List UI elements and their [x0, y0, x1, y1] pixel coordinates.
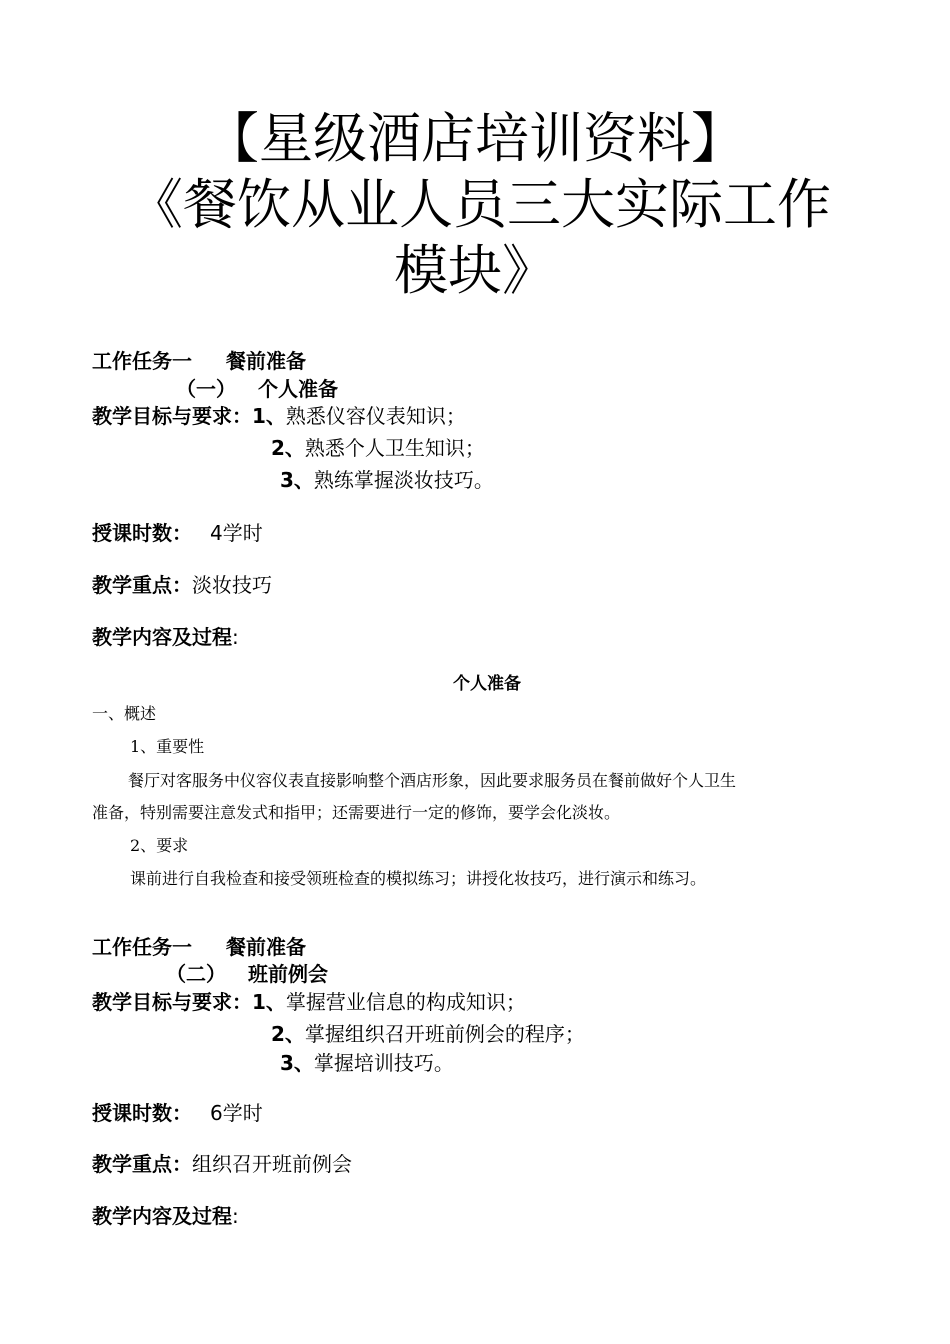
goals-label: 教学目标与要求：: [92, 404, 252, 428]
goal-number: 1、: [252, 404, 286, 428]
goals-row-2: [92, 989, 526, 1015]
subtask-heading-1: [176, 376, 338, 402]
paragraph-1-line-1: 餐厅对客服务中仪容仪表直接影响整个酒店形象，因此要求服务员在餐前做好个人卫生: [128, 771, 737, 790]
goal-number: 3、: [280, 468, 314, 492]
goal-number: 2、: [271, 436, 305, 460]
hours-value: 4学时: [210, 521, 263, 545]
goal-3-row: [280, 467, 494, 493]
goal-text: 掌握营业信息的构成知识；: [285, 990, 526, 1014]
goal-number: 3、: [280, 1051, 314, 1075]
task-name: 餐前准备: [226, 349, 306, 373]
task-label: 工作任务一: [92, 935, 192, 959]
hours-row-1: [92, 520, 263, 546]
content-colon: :: [232, 1204, 239, 1228]
focus-value: 组织召开班前例会: [192, 1152, 352, 1176]
content-label: 教学内容及过程: [92, 1204, 232, 1228]
task-heading-2: [92, 934, 306, 960]
focus-row-1: [92, 572, 272, 598]
subtask-number: （一）: [176, 377, 236, 401]
hours-value: 6学时: [210, 1101, 263, 1125]
task-label: 工作任务一: [92, 349, 192, 373]
focus-value: 淡妆技巧: [192, 573, 272, 597]
content-colon: :: [232, 625, 239, 649]
item-2-heading: 2、要求: [130, 836, 189, 855]
paragraph-2: 课前进行自我检查和接受领班检查的模拟练习；讲授化妆技巧，进行演示和练习。: [130, 869, 707, 888]
task-heading-1: [92, 348, 306, 374]
outline-heading: 一、概述: [92, 704, 157, 723]
document-title-line-2: 《餐饮从业人员三大实际工作: [129, 173, 831, 236]
goal-2-row: [271, 435, 485, 461]
goals-row-1: [92, 403, 466, 429]
focus-label: 教学重点：: [92, 573, 192, 597]
content-title: 个人准备: [453, 674, 521, 694]
document-title-line-1: 【星级酒店培训资料】: [205, 107, 745, 170]
subtask-name: 个人准备: [258, 377, 338, 401]
hours-row-2: [92, 1100, 263, 1126]
content-heading-2: [92, 1203, 239, 1229]
focus-row-2: [92, 1151, 352, 1177]
goal-number: 2、: [271, 1022, 305, 1046]
goal-text: 掌握组织召开班前例会的程序；: [304, 1022, 585, 1046]
goal-2-row-2: [271, 1021, 585, 1047]
hours-label: 授课时数：: [92, 521, 192, 545]
goal-text: 掌握培训技巧。: [313, 1051, 454, 1075]
subtask-name: 班前例会: [248, 962, 328, 986]
item-1-heading: 1、重要性: [130, 737, 205, 756]
goal-text: 熟练掌握淡妆技巧。: [313, 468, 494, 492]
goal-number: 1、: [252, 990, 286, 1014]
paragraph-1-line-2: 准备，特别需要注意发式和指甲；还需要进行一定的修饰，要学会化淡妆。: [92, 803, 621, 822]
goal-3-row-2: [280, 1050, 454, 1076]
document-title-line-3: 模块》: [394, 239, 556, 302]
subtask-number: （二）: [166, 962, 226, 986]
hours-label: 授课时数：: [92, 1101, 192, 1125]
goals-label: 教学目标与要求：: [92, 990, 252, 1014]
focus-label: 教学重点：: [92, 1152, 192, 1176]
content-heading-1: [92, 624, 239, 650]
task-name: 餐前准备: [226, 935, 306, 959]
goal-text: 熟悉仪容仪表知识；: [285, 404, 466, 428]
subtask-heading-2: [166, 961, 328, 987]
content-label: 教学内容及过程: [92, 625, 232, 649]
goal-text: 熟悉个人卫生知识；: [304, 436, 485, 460]
